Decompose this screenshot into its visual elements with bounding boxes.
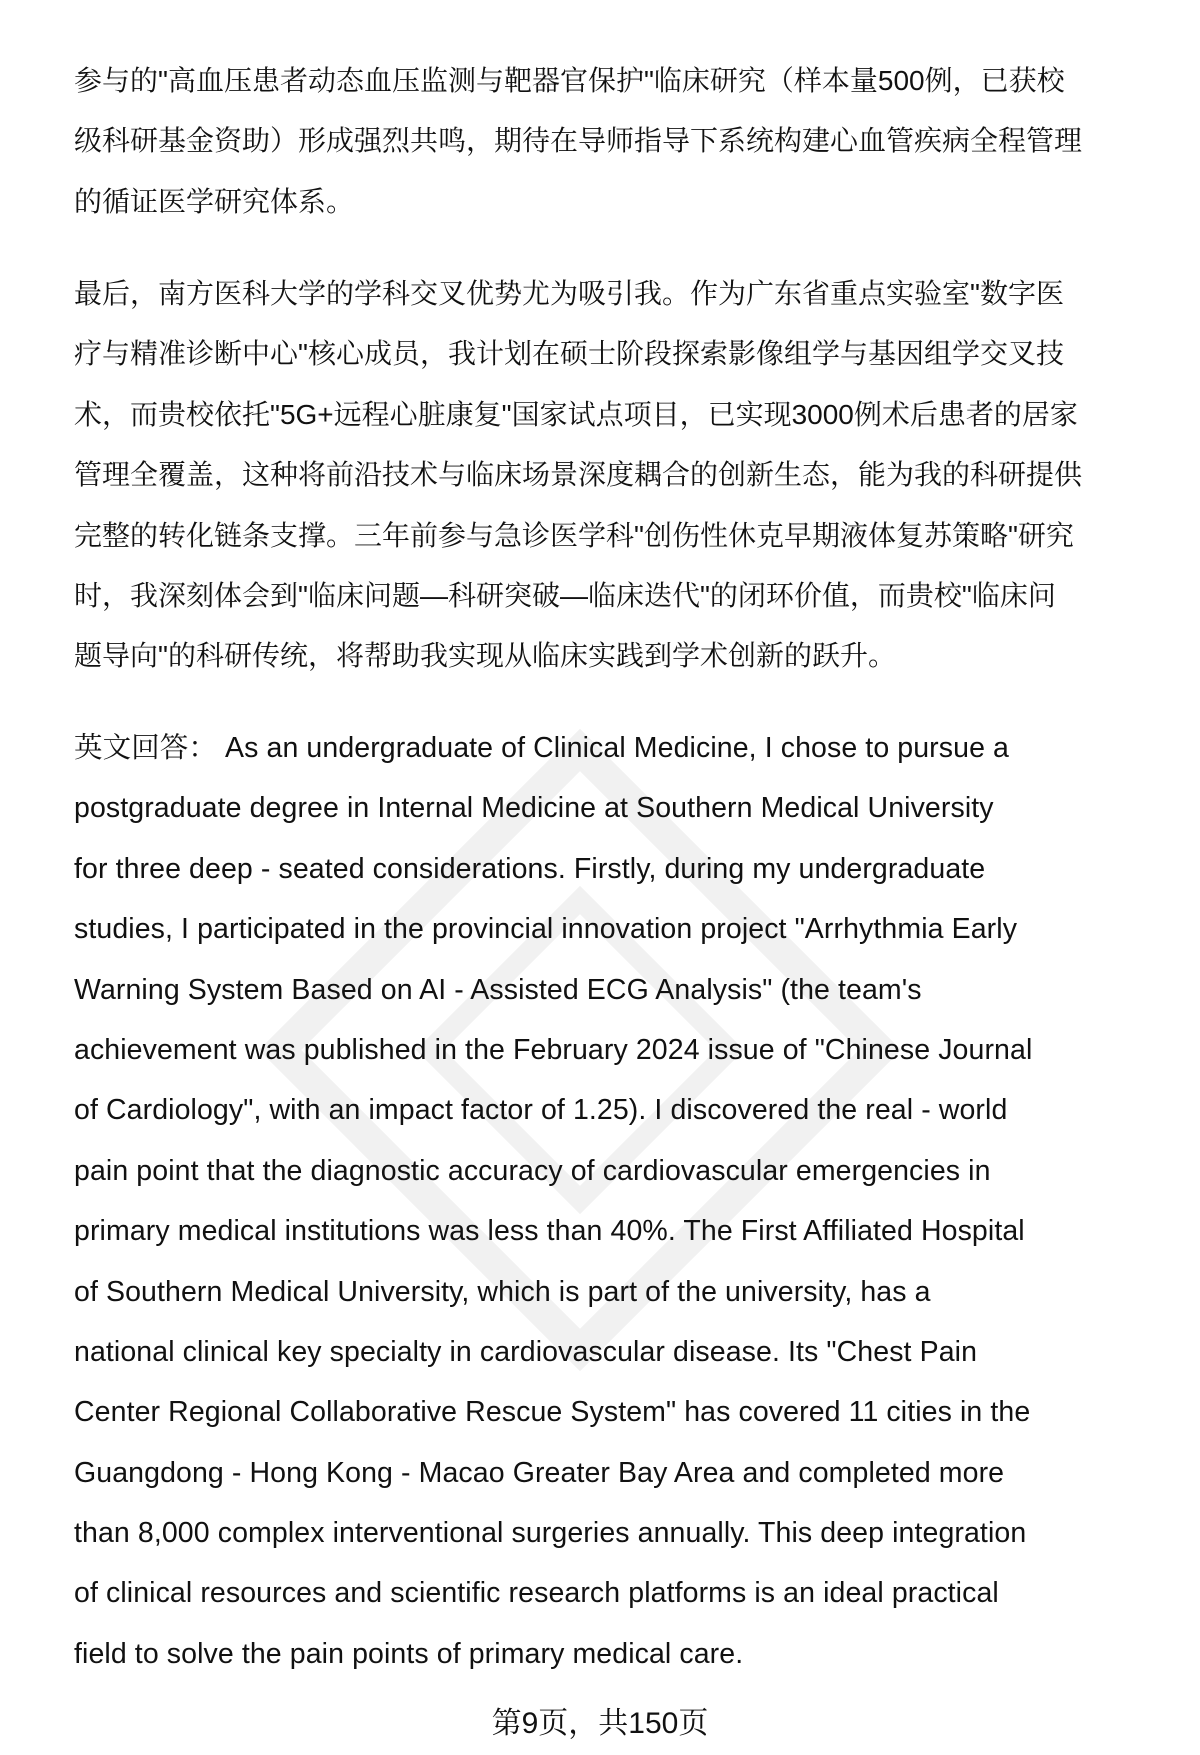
paragraph-research-interest [74, 51, 1184, 232]
text-line: 术，而贵校依托"5G+远程心脏康复"国家试点项目，已实现3000例术后患者的居家 [74, 398, 1078, 430]
text-line: pain point that the diagnostic accuracy of cardiovascular emergencies in [74, 1154, 991, 1187]
text-line: 时，我深刻体会到"临床问题—科研突破—临床迭代"的闭环价值，而贵校"临床问 [74, 579, 1056, 611]
text-line: Guangdong - Hong Kong - Macao Greater Bay Area and completed more [74, 1456, 1005, 1489]
text-line: field to solve the pain points of primary medical care. [74, 1637, 744, 1670]
text-line: for three deep - seated considerations. Firstly, during my undergraduate [74, 852, 986, 885]
text-line: studies, I participated in the provincial innovation project "Arrhythmia Early [74, 913, 1018, 946]
text-line: 级科研基金资助）形成强烈共鸣，期待在导师指导下系统构建心血管疾病全程管理 [74, 125, 1083, 157]
text-line: achievement was published in the February 2024 issue of "Chinese Journal [74, 1033, 1033, 1066]
text-line: postgraduate degree in Internal Medicine at Southern Medical University [74, 792, 994, 825]
text-line: 的循证医学研究体系。 [74, 185, 355, 217]
text-line: 题导向"的科研传统，将帮助我实现从临床实践到学术创新的跃升。 [74, 640, 896, 672]
text-line: 疗与精准诊断中心"核心成员，我计划在硕士阶段探索影像组学与基因组学交叉技 [74, 338, 1064, 370]
text-line: of Southern Medical University, which is part of the university, has a [74, 1275, 931, 1308]
paragraph-english-answer [74, 718, 1184, 1684]
text-line: 参与的"高血压患者动态血压监测与靶器官保护"临床研究（样本量500例，已获校 [74, 65, 1065, 96]
text-line: of Cardiology", with an impact factor of 1.25). I discovered the real - world [74, 1094, 1008, 1127]
text-line: national clinical key specialty in cardiovascular disease. Its "Chest Pain [74, 1335, 978, 1368]
text-line: 最后，南方医科大学的学科交叉优势尤为吸引我。作为广东省重点实验室"数字医 [74, 278, 1064, 309]
text-line: Center Regional Collaborative Rescue System" has covered 11 cities in the [74, 1396, 1031, 1429]
text-line: primary medical institutions was less than 40%. The First Affiliated Hospital [74, 1215, 1025, 1248]
text-line: of clinical resources and scientific research platforms is an ideal practical [74, 1577, 999, 1610]
text-line: than 8,000 complex interventional surgeries annually. This deep integration [74, 1517, 1027, 1550]
paragraph-interdisciplinary [74, 264, 1184, 687]
text-line: 完整的转化链条支撑。三年前参与急诊医学科"创伤性休克早期液体复苏策略"研究 [74, 519, 1074, 551]
text-line: Warning System Based on AI - Assisted ECG Analysis" (the team's [74, 973, 922, 1006]
page-number: 第9页，共150页 [491, 1707, 709, 1740]
text-line: 英文回答： As an undergraduate of Clinical Medicine, I chose to pursue a [74, 732, 1009, 764]
text-line: 管理全覆盖，这种将前沿技术与临床场景深度耦合的创新生态，能为我的科研提供 [74, 459, 1083, 491]
